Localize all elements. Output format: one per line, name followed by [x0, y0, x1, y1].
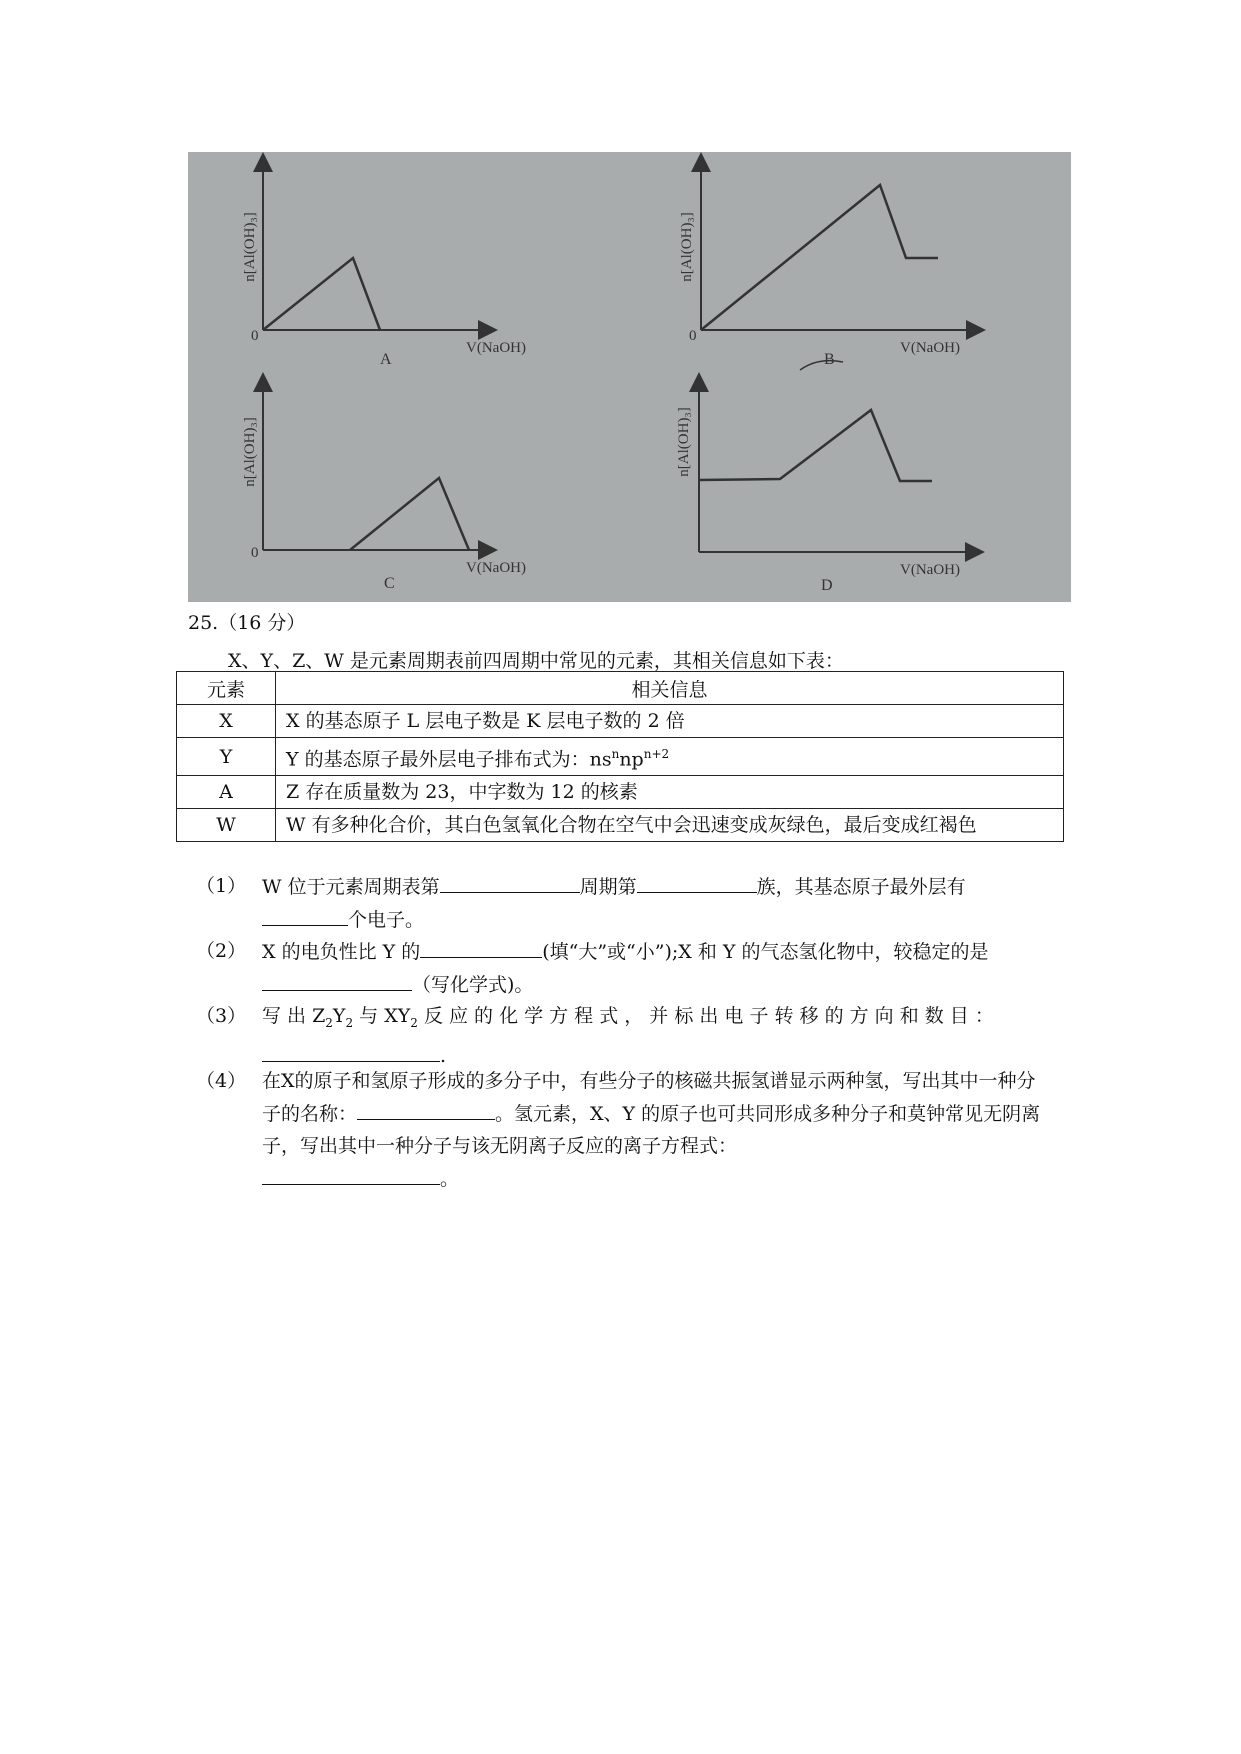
answer-blank[interactable] — [262, 1162, 440, 1185]
sub-question-text: （写化学式)。 — [412, 974, 534, 996]
info-sup: n+2 — [643, 747, 670, 761]
question-header: 25.（16 分） — [188, 612, 306, 634]
info-cell: W 有多种化合价，其白色氢氧化合物在空气中会迅速变成灰绿色，最后变成红褐色 — [276, 809, 1064, 842]
element-cell: Y — [177, 738, 276, 776]
element-cell: W — [177, 809, 276, 842]
sub-question-text: 与 XY — [353, 1005, 411, 1027]
info-cell — [276, 738, 1064, 776]
graph-panel-b — [679, 162, 976, 370]
col-header-info: 相关信息 — [276, 672, 1064, 705]
sub-question-number: （1） — [196, 875, 247, 897]
sub-question-text: 反 应 的 化 学 方 程 式 ， 并 标 出 电 子 转 移 的 方 向 和 数 目 ： — [417, 1005, 994, 1027]
subscript: 2 — [345, 1015, 354, 1030]
y-axis-label-a: n[Al(OH)₃] — [242, 212, 258, 282]
answer-blank[interactable] — [420, 935, 542, 958]
graph-panel-c — [242, 382, 526, 592]
curve-c — [350, 478, 469, 550]
answer-blank[interactable] — [262, 1039, 440, 1062]
sub-question-number: （4） — [196, 1070, 247, 1092]
answer-blank[interactable] — [637, 870, 757, 893]
sub-question-1 — [196, 870, 1052, 936]
info-text: Y 的基态原子最外层电子排布式为：ns — [286, 748, 612, 771]
sub-question-number: （3） — [196, 1005, 247, 1027]
subscript: 2 — [325, 1015, 333, 1030]
table-row — [177, 738, 1064, 776]
sub-question-3 — [196, 1000, 1052, 1072]
origin-label-a: 0 — [251, 328, 259, 344]
table-row — [177, 809, 1064, 842]
subscript: 2 — [410, 1015, 418, 1030]
info-text: np — [619, 748, 644, 771]
sub-question-4 — [196, 1065, 1052, 1195]
answer-blank[interactable] — [357, 1097, 495, 1120]
sub-question-text: 族，其基态原子最外层有 — [756, 876, 966, 898]
panel-label-b: B — [824, 351, 835, 368]
origin-label-c: 0 — [251, 545, 259, 561]
x-axis-label-d: V(NaOH) — [900, 562, 960, 578]
curve-a — [263, 258, 380, 330]
element-cell: A — [177, 776, 276, 809]
panel-label-a: A — [380, 351, 392, 368]
answer-blank[interactable] — [440, 870, 580, 893]
panel-label-d: D — [821, 577, 833, 594]
sub-question-text: 。氢元素，X、Y 的原子也可共同形成多种分子和莫钟常见无阴离子，写出其中一种分子与该无阴离子反应的离子方程式： — [262, 1103, 1041, 1157]
curve-b — [701, 185, 938, 330]
x-axis-label-a: V(NaOH) — [466, 340, 526, 356]
x-axis-label-c: V(NaOH) — [466, 560, 526, 576]
sub-question-text: (填“大”或“小”);X 和 Y 的气态氢化物中，较稳定的是 — [542, 941, 989, 963]
sub-question-text: . — [440, 1044, 447, 1067]
graph-panel-a — [242, 162, 526, 368]
sub-question-2 — [196, 935, 1052, 1001]
y-axis-label-d: n[Al(OH)₃] — [676, 407, 692, 477]
info-sup: n — [611, 747, 620, 761]
question-intro: X、Y、Z、W 是元素周期表前四周期中常见的元素，其相关信息如下表： — [228, 650, 844, 672]
sub-question-text: 在X的原子和氢原子形成的多分子中，有些分子的核磁共振氢谱显示两种氢，写出其中一种分子的名称： — [262, 1070, 1036, 1125]
table-row — [177, 776, 1064, 809]
origin-label-b: 0 — [689, 328, 697, 344]
table-header-row — [177, 672, 1064, 705]
info-cell: Z 存在质量数为 23，中字数为 12 的核素 — [276, 776, 1064, 809]
graph-photo — [188, 152, 1071, 602]
y-axis-label-b: n[Al(OH)₃] — [679, 212, 695, 282]
panel-label-c: C — [384, 575, 395, 592]
answer-blank[interactable] — [262, 903, 348, 926]
element-info-table — [176, 671, 1064, 842]
sub-question-text: 个电子。 — [348, 909, 425, 931]
graph-panel-d — [676, 382, 975, 594]
sub-question-number: （2） — [196, 940, 247, 962]
sub-question-text: 写 出 Z — [262, 1005, 326, 1027]
sub-question-text: 。 — [440, 1168, 460, 1190]
sub-question-text: W 位于元素周期表第 — [262, 876, 440, 898]
pen-mark — [800, 361, 843, 370]
col-header-element: 元素 — [177, 672, 276, 705]
info-cell: X 的基态原子 L 层电子数是 K 层电子数的 2 倍 — [276, 705, 1064, 738]
element-cell: X — [177, 705, 276, 738]
table-row — [177, 705, 1064, 738]
answer-blank[interactable] — [262, 968, 412, 991]
y-axis-label-c: n[Al(OH)₃] — [242, 417, 258, 487]
curve-d — [699, 410, 932, 481]
sub-question-text: X 的电负性比 Y 的 — [262, 941, 421, 963]
x-axis-label-b: V(NaOH) — [900, 340, 960, 356]
sub-question-text: Y — [332, 1005, 346, 1027]
sub-question-text: 周期第 — [579, 876, 637, 898]
